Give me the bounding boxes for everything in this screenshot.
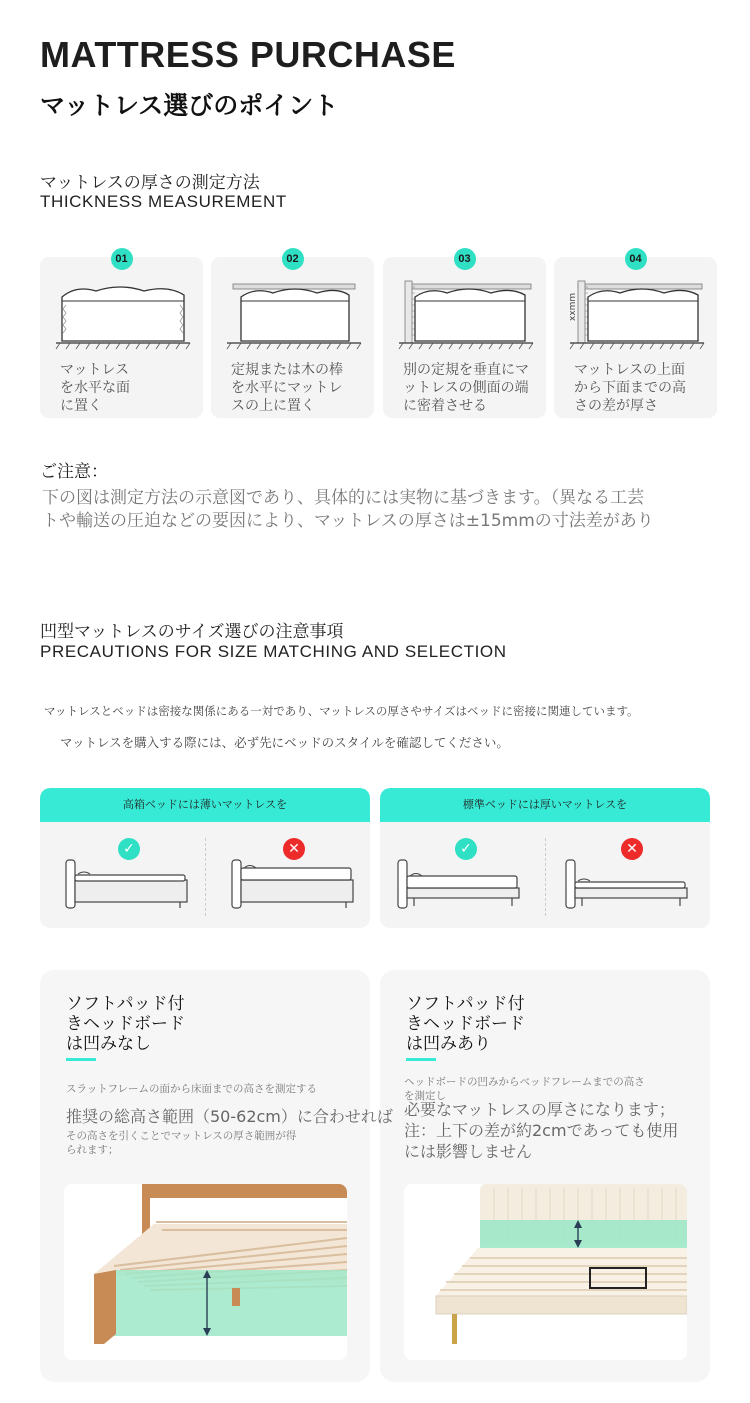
step-card-1 [40,253,203,418]
step-text-2: 定規または木の棒 を水平にマットレ スの上に置く [231,362,343,414]
precautions-title: 凹型マットレスのサイズ選びの注意事項 [40,622,344,642]
divider [205,838,206,916]
check-icon: ✓ [455,838,477,860]
divider [545,838,546,916]
step-badge-4: 04 [625,248,647,270]
wooden-bed-photo [64,1184,347,1360]
thickness-title: マットレスの厚さの測定方法 [40,173,260,193]
headboard-card-title: ソフトパッド付 きヘッドボード は凹みあり [406,994,525,1054]
thickness-difference-illustration [554,271,717,361]
headboard-card-with-recess [380,970,710,1382]
accent-underline [406,1058,436,1061]
recess-measure-text: 必要なマットレスの厚さになります； 注：上下の差が約2cmであっても使用 には影響しません [404,1100,679,1161]
precautions-intro-2: マットレスを購入する際には、必ず先にベッドのスタイルを確認してください。 [60,735,509,750]
vertical-ruler-illustration [383,271,546,361]
thickness-title-en: THICKNESS MEASUREMENT [40,192,287,211]
headboard-card-no-recess [40,970,370,1382]
note-title: ご注意： [40,462,108,482]
standard-bed-thin-mattress-icon [562,856,692,912]
ruler-label: xxmm [568,292,578,321]
step-badge-2: 02 [282,248,304,270]
step-text-1: マットレス を水平な面 に置く [60,362,130,414]
step-badge-3: 03 [454,248,476,270]
mattress-on-surface-illustration [40,271,203,361]
bed-card-standard [380,788,710,928]
bed-card-header: 高箱ベッドには薄いマットレスを [40,788,370,822]
accent-underline [66,1058,96,1061]
cross-icon: ✕ [621,838,643,860]
upholstered-bed-photo [404,1184,687,1360]
note-line-2: トや輸送の圧迫などの要因により、マットレスの厚さは±15mmの寸法差があり [42,511,654,531]
headboard-card-title: ソフトパッド付 きヘッドボード は凹みなし [66,994,185,1054]
headboard-card-desc: スラットフレームの面から床面までの高さを測定する [66,1083,318,1095]
step-text-4: マットレスの上面 から下面までの高 さの差が厚さ [574,362,686,414]
cross-icon: ✕ [283,838,305,860]
step-text-3: 別の定規を垂直にマ ットレスの側面の端 に密着させる [403,362,529,414]
standard-bed-thick-mattress-icon [394,856,524,912]
note-body [42,487,654,533]
step-badge-1: 01 [111,248,133,270]
high-box-bed-thick-mattress-icon [228,856,358,912]
headboard-card-desc: ヘッドボードの凹みからベッドフレームまでの高さ を測定し [404,1076,645,1102]
high-box-bed-thin-mattress-icon [62,856,192,912]
precautions-title-en: PRECAUTIONS FOR SIZE MATCHING AND SELECTION [40,642,507,661]
bed-card-high-box [40,788,370,928]
page-title: MATTRESS PURCHASE [40,34,456,75]
page-subtitle: マットレス選びのポイント [40,91,339,120]
step-card-2 [211,253,374,418]
note-line-1: 下の図は測定方法の示意図であり、具体的には実物に基づきます。（異なる工芸 [42,488,645,508]
headboard-card-note: その高さを引くことでマットレスの厚さ範囲が得 られます； [66,1130,297,1156]
ruler-on-mattress-illustration [211,271,374,361]
recommended-height-text: 推奨の総高さ範囲（50-62cm）に合わせれば [66,1107,393,1126]
precautions-intro-1: マットレスとベッドは密接な関係にある一対であり、マットレスの厚さやサイズはベッドに密接に関連しています。 [44,704,639,718]
bed-card-header: 標準ベッドには厚いマットレスを [380,788,710,822]
step-card-4 [554,253,717,418]
step-card-3 [383,253,546,418]
check-icon: ✓ [118,838,140,860]
